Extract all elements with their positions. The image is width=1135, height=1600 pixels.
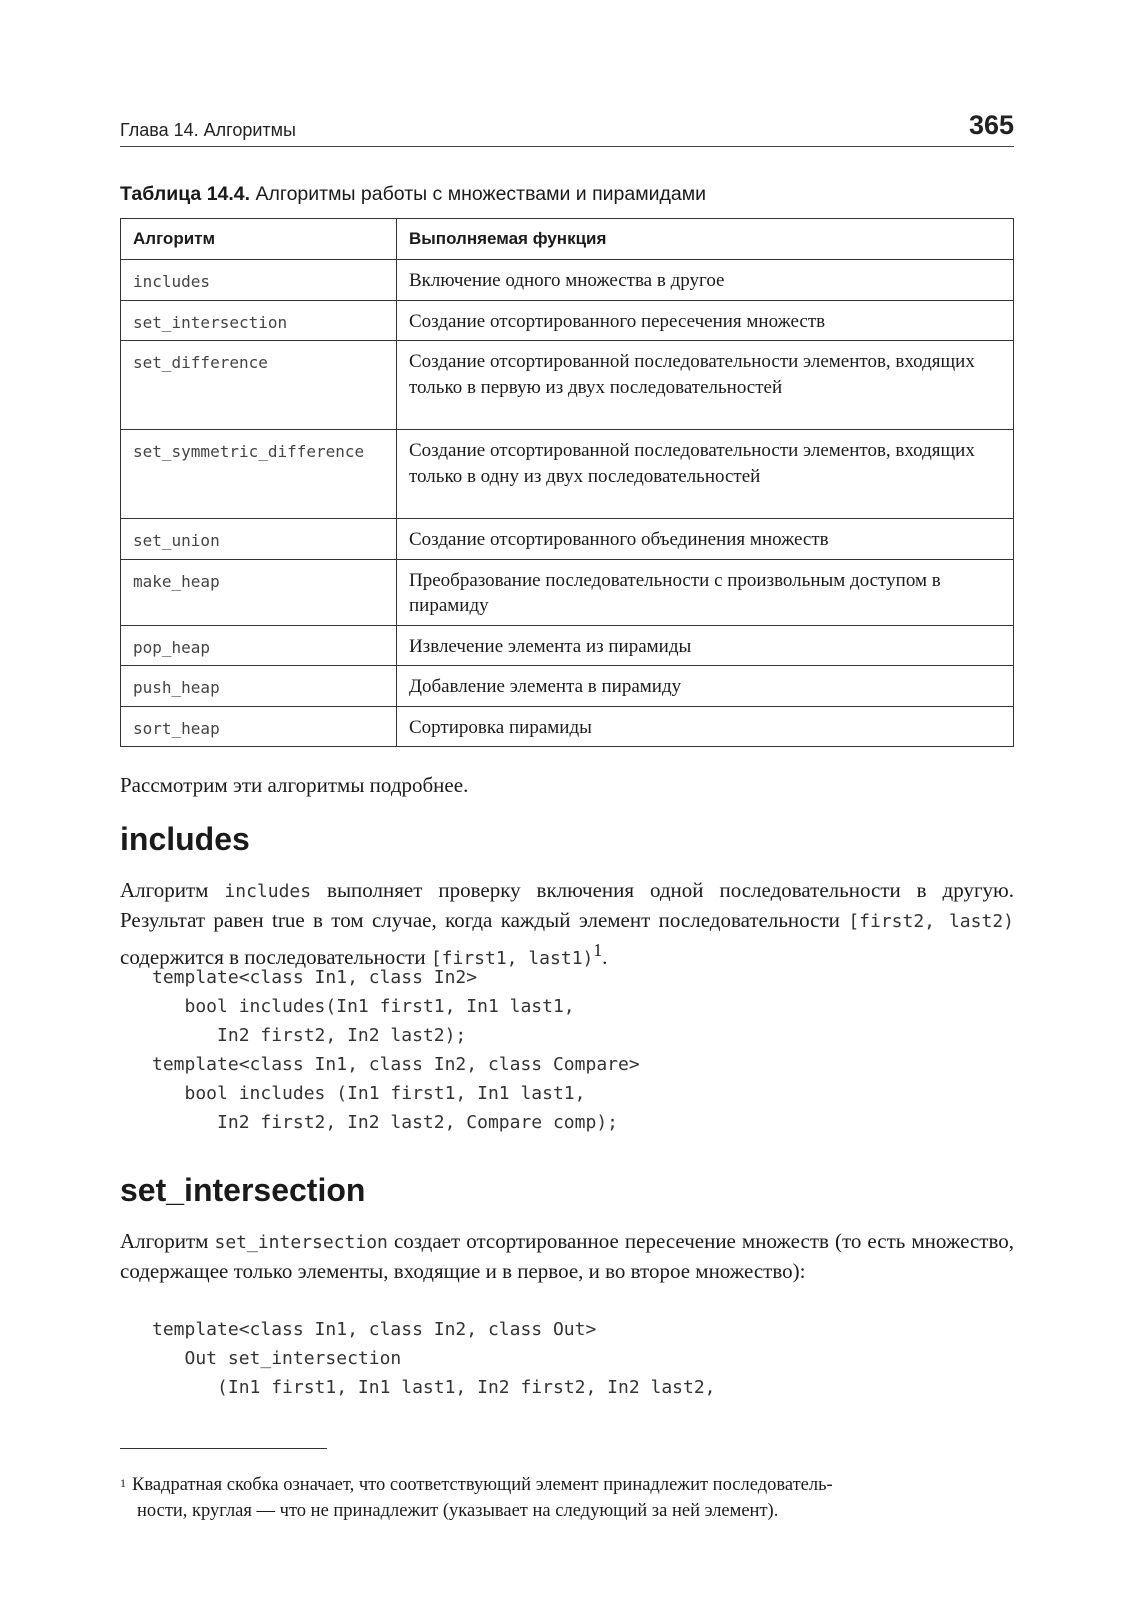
footnote-text: ности, круглая — что не принадлежит (указывает на следующий за ней элемент).: [137, 1501, 779, 1521]
table-caption-text: Алгоритмы работы с множествами и пирамидами: [250, 183, 707, 205]
table-row: [121, 559, 1014, 625]
chapter-title: Глава 14. Алгоритмы: [120, 120, 296, 140]
table-cell-function: Создание отсортированной последовательности элементов, входящих только в одну из двух последовательностей: [397, 430, 1014, 519]
table-cell-function: Извлечение элемента из пирамиды: [397, 625, 1014, 666]
table-row: [121, 706, 1014, 747]
table-cell-function: Преобразование последовательности с произвольным доступом в пирамиду: [397, 559, 1014, 625]
footnote-text: Квадратная скобка означает, что соответствующий элемент принадлежит последователь-: [132, 1475, 833, 1495]
footnote-ref: 1: [593, 940, 603, 960]
inline-code: [first1, last1): [430, 948, 594, 969]
section-heading-set-intersection: set_intersection: [120, 1172, 366, 1208]
footnote-number: 1: [120, 1476, 126, 1490]
table-cell-function: Сортировка пирамиды: [397, 706, 1014, 747]
paragraph-text: .: [602, 945, 608, 969]
table-row: [121, 341, 1014, 430]
paragraph-text: содержится в последовательности: [120, 945, 431, 969]
paragraph-text: Алгоритм: [120, 1229, 215, 1253]
paragraph-text: выполняет проверку включения одной последовательности в другую. Результат равен true в том случае, когда каждый элемент последовательности: [120, 878, 1014, 932]
table-row: [121, 260, 1014, 301]
paragraph-text: Алгоритм: [120, 878, 225, 902]
table-cell-function: Создание отсортированной последовательности элементов, входящих только в первую из двух последовательностей: [397, 341, 1014, 430]
table-row: [121, 666, 1014, 707]
table-cell-algorithm: set_union: [121, 519, 397, 560]
includes-code-block: template<class In1, class In2> bool includes(In1 first1, In1 last1, In2 first2, In2 last2); template<class In1, class In2, class Compare> bool includes (In1 first1, In1 last1, In2 first2, In2 last2, Compare comp);: [152, 967, 640, 1133]
table-cell-function: Создание отсортированного пересечения множеств: [397, 300, 1014, 341]
paragraph-text: создает отсортированное пересечение множеств (то есть множество, содержащее только элементы, входящие и в первое, и во второе множество):: [120, 1229, 1014, 1283]
table-caption-label: Таблица 14.4.: [120, 183, 251, 205]
algorithms-table: [120, 218, 1014, 747]
footnote-divider: [120, 1448, 327, 1449]
inline-code: set_intersection: [214, 1232, 388, 1253]
column-header-function: Выполняемая функция: [397, 219, 1014, 260]
intro-paragraph: Рассмотрим эти алгоритмы подробнее.: [120, 773, 469, 797]
table-cell-algorithm: push_heap: [121, 666, 397, 707]
table-row: [121, 300, 1014, 341]
table-cell-algorithm: make_heap: [121, 559, 397, 625]
column-header-algorithm: Алгоритм: [121, 219, 397, 260]
running-head: [120, 108, 1014, 147]
table-row: [121, 430, 1014, 519]
table-cell-algorithm: set_symmetric_difference: [121, 430, 397, 519]
table-cell-algorithm: includes: [121, 260, 397, 301]
table-cell-algorithm: set_difference: [121, 341, 397, 430]
table-row: [121, 625, 1014, 666]
table-cell-algorithm: sort_heap: [121, 706, 397, 747]
set-intersection-code-block: template<class In1, class In2, class Out> Out set_intersection (In1 first1, In1 last1, In2 first2, In2 last2,: [152, 1319, 716, 1398]
set-intersection-paragraph: [120, 1227, 1014, 1285]
table-header-row: [121, 219, 1014, 260]
table-cell-algorithm: pop_heap: [121, 625, 397, 666]
table-caption: [120, 183, 706, 206]
table-cell-function: Создание отсортированного объединения множеств: [397, 519, 1014, 560]
table-cell-function: Включение одного множества в другое: [397, 260, 1014, 301]
page-number: 365: [968, 110, 1014, 140]
table-cell-function: Добавление элемента в пирамиду: [397, 666, 1014, 707]
table-cell-algorithm: set_intersection: [121, 300, 397, 341]
footnote: [120, 1472, 1014, 1524]
includes-paragraph: [120, 876, 1014, 973]
section-heading-includes: includes: [120, 821, 250, 857]
table-row: [121, 519, 1014, 560]
inline-code: includes: [224, 881, 312, 902]
inline-code: [first2, last2): [848, 911, 1014, 932]
